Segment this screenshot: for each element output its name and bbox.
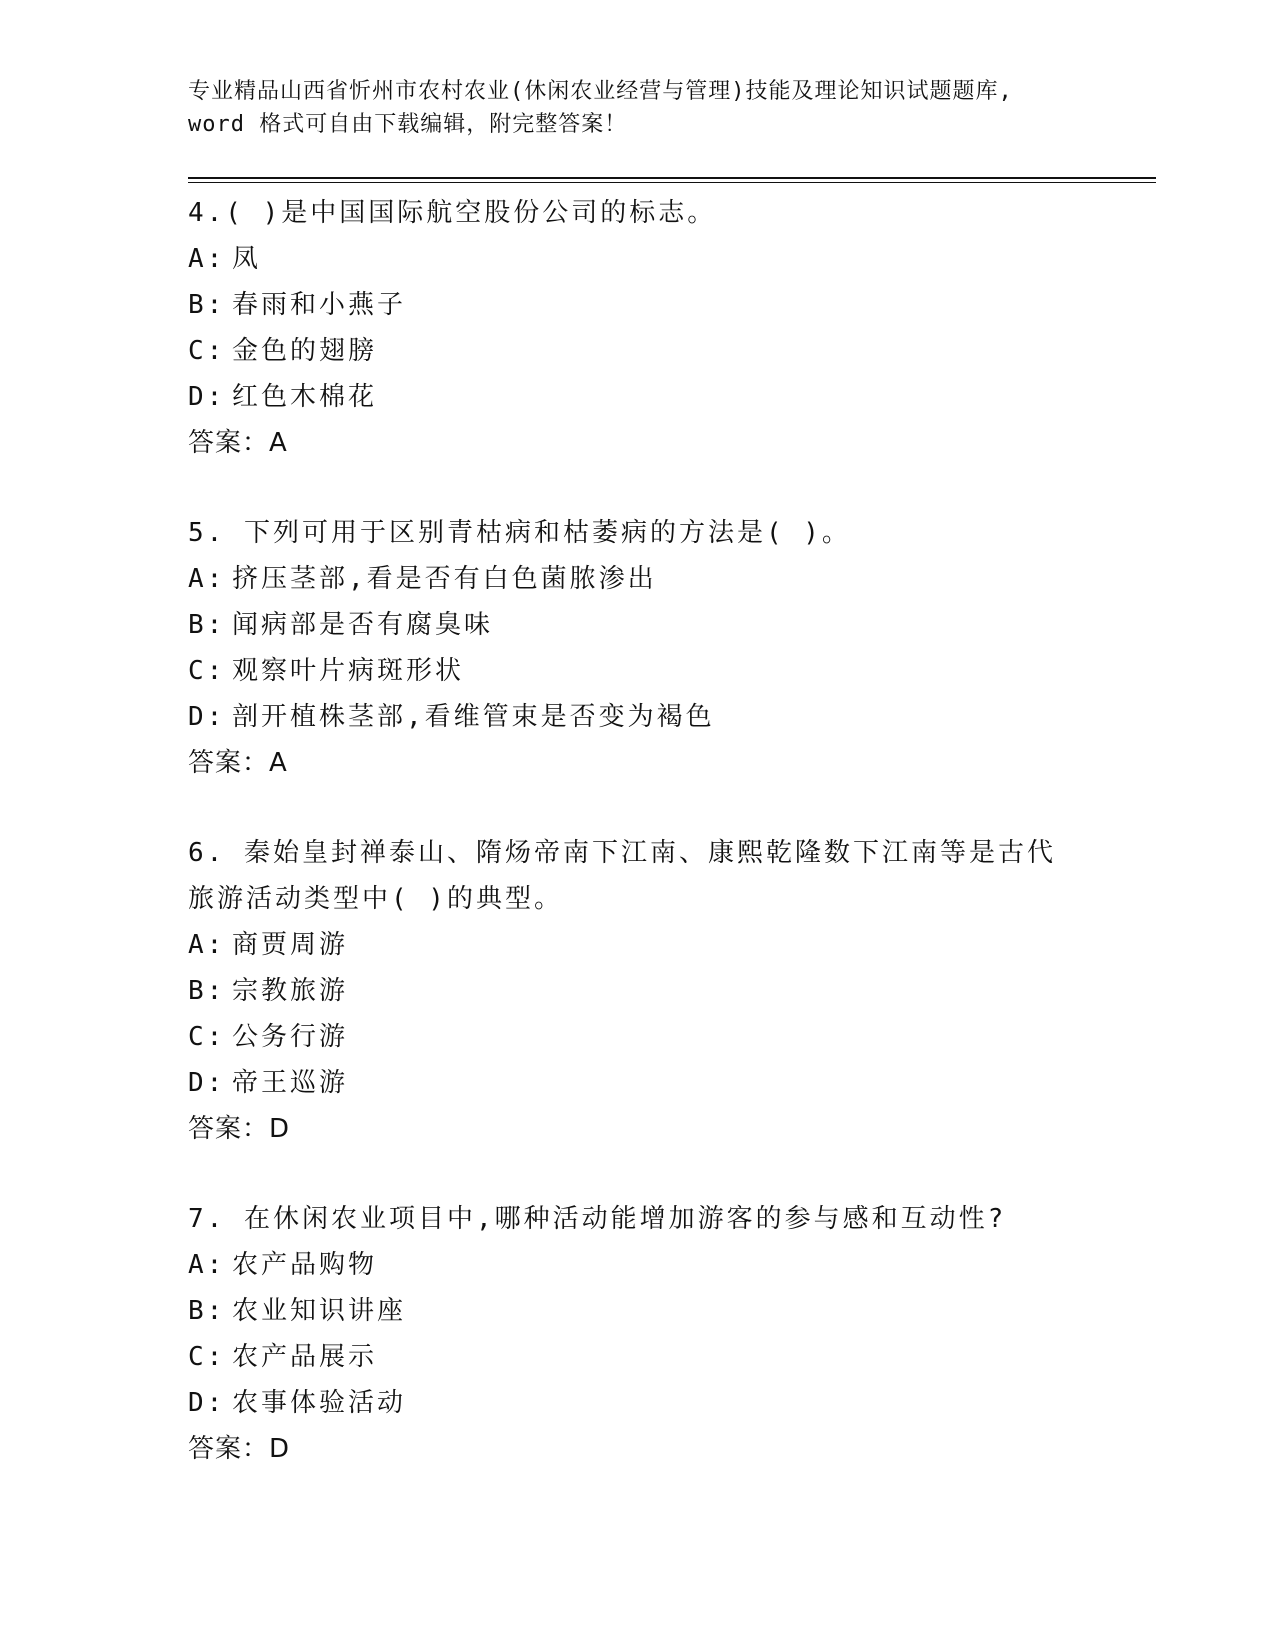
option-text: 凤 (232, 244, 262, 274)
option-text: 剖开植株茎部,看维管束是否变为褐色 (232, 702, 715, 732)
option-c (188, 328, 1088, 374)
option-text: 宗教旅游 (232, 976, 349, 1006)
option-letter: B: (188, 1296, 226, 1326)
option-letter: B: (188, 610, 226, 640)
question-stem: 6. 秦始皇封禅泰山、隋炀帝南下江南、康熙乾隆数下江南等是古代旅游活动类型中( )的典型。 (188, 838, 1056, 914)
question-stem: 4.( )是中国国际航空股份公司的标志。 (188, 198, 717, 228)
answer-line: 答案：D (188, 1434, 291, 1464)
header-title-line-1: 专业精品山西省忻州市农村农业(休闲农业经营与管理)技能及理论知识试题题库, (188, 79, 1013, 104)
option-letter: D: (188, 1388, 226, 1418)
option-letter: D: (188, 1068, 226, 1098)
option-letter: D: (188, 702, 226, 732)
header-title-line-2: word 格式可自由下载编辑，附完整答案！ (188, 112, 628, 137)
answer-line: 答案：A (188, 748, 288, 778)
header-divider-thick (188, 177, 1156, 179)
option-d (188, 694, 1088, 740)
question-5 (188, 510, 1088, 786)
option-a (188, 922, 1088, 968)
option-b (188, 602, 1088, 648)
question-stem: 5. 下列可用于区别青枯病和枯萎病的方法是( )。 (188, 518, 851, 548)
option-letter: B: (188, 976, 226, 1006)
option-d (188, 374, 1088, 420)
question-7 (188, 1196, 1088, 1472)
option-text: 商贾周游 (232, 930, 349, 960)
option-b (188, 968, 1088, 1014)
option-c (188, 1334, 1088, 1380)
option-text: 农业知识讲座 (232, 1296, 407, 1326)
option-text: 帝王巡游 (232, 1068, 349, 1098)
answer-line: 答案：A (188, 428, 288, 458)
option-a (188, 236, 1088, 282)
option-text: 农产品购物 (232, 1250, 378, 1280)
option-b (188, 282, 1088, 328)
option-text: 农事体验活动 (232, 1388, 407, 1418)
option-text: 农产品展示 (232, 1342, 378, 1372)
option-d (188, 1060, 1088, 1106)
question-list (188, 190, 1088, 1516)
option-letter: D: (188, 382, 226, 412)
question-6 (188, 830, 1088, 1152)
option-letter: A: (188, 930, 226, 960)
answer-line: 答案：D (188, 1114, 291, 1144)
option-c (188, 648, 1088, 694)
question-stem: 7. 在休闲农业项目中,哪种活动能增加游客的参与感和互动性? (188, 1204, 1007, 1234)
header-divider-thin (188, 182, 1156, 183)
option-letter: C: (188, 656, 226, 686)
option-letter: B: (188, 290, 226, 320)
option-text: 观察叶片病斑形状 (232, 656, 465, 686)
option-text: 公务行游 (232, 1022, 349, 1052)
option-letter: A: (188, 1250, 226, 1280)
option-d (188, 1380, 1088, 1426)
option-a (188, 556, 1088, 602)
option-text: 春雨和小燕子 (232, 290, 407, 320)
option-letter: C: (188, 336, 226, 366)
option-text: 红色木棉花 (232, 382, 378, 412)
option-text: 金色的翅膀 (232, 336, 378, 366)
option-letter: C: (188, 1342, 226, 1372)
option-a (188, 1242, 1088, 1288)
document-header (188, 75, 1088, 141)
option-text: 闻病部是否有腐臭味 (232, 610, 494, 640)
option-c (188, 1014, 1088, 1060)
option-b (188, 1288, 1088, 1334)
question-4 (188, 190, 1088, 466)
option-letter: A: (188, 564, 226, 594)
option-letter: A: (188, 244, 226, 274)
option-text: 挤压茎部,看是否有白色菌脓渗出 (232, 564, 657, 594)
option-letter: C: (188, 1022, 226, 1052)
